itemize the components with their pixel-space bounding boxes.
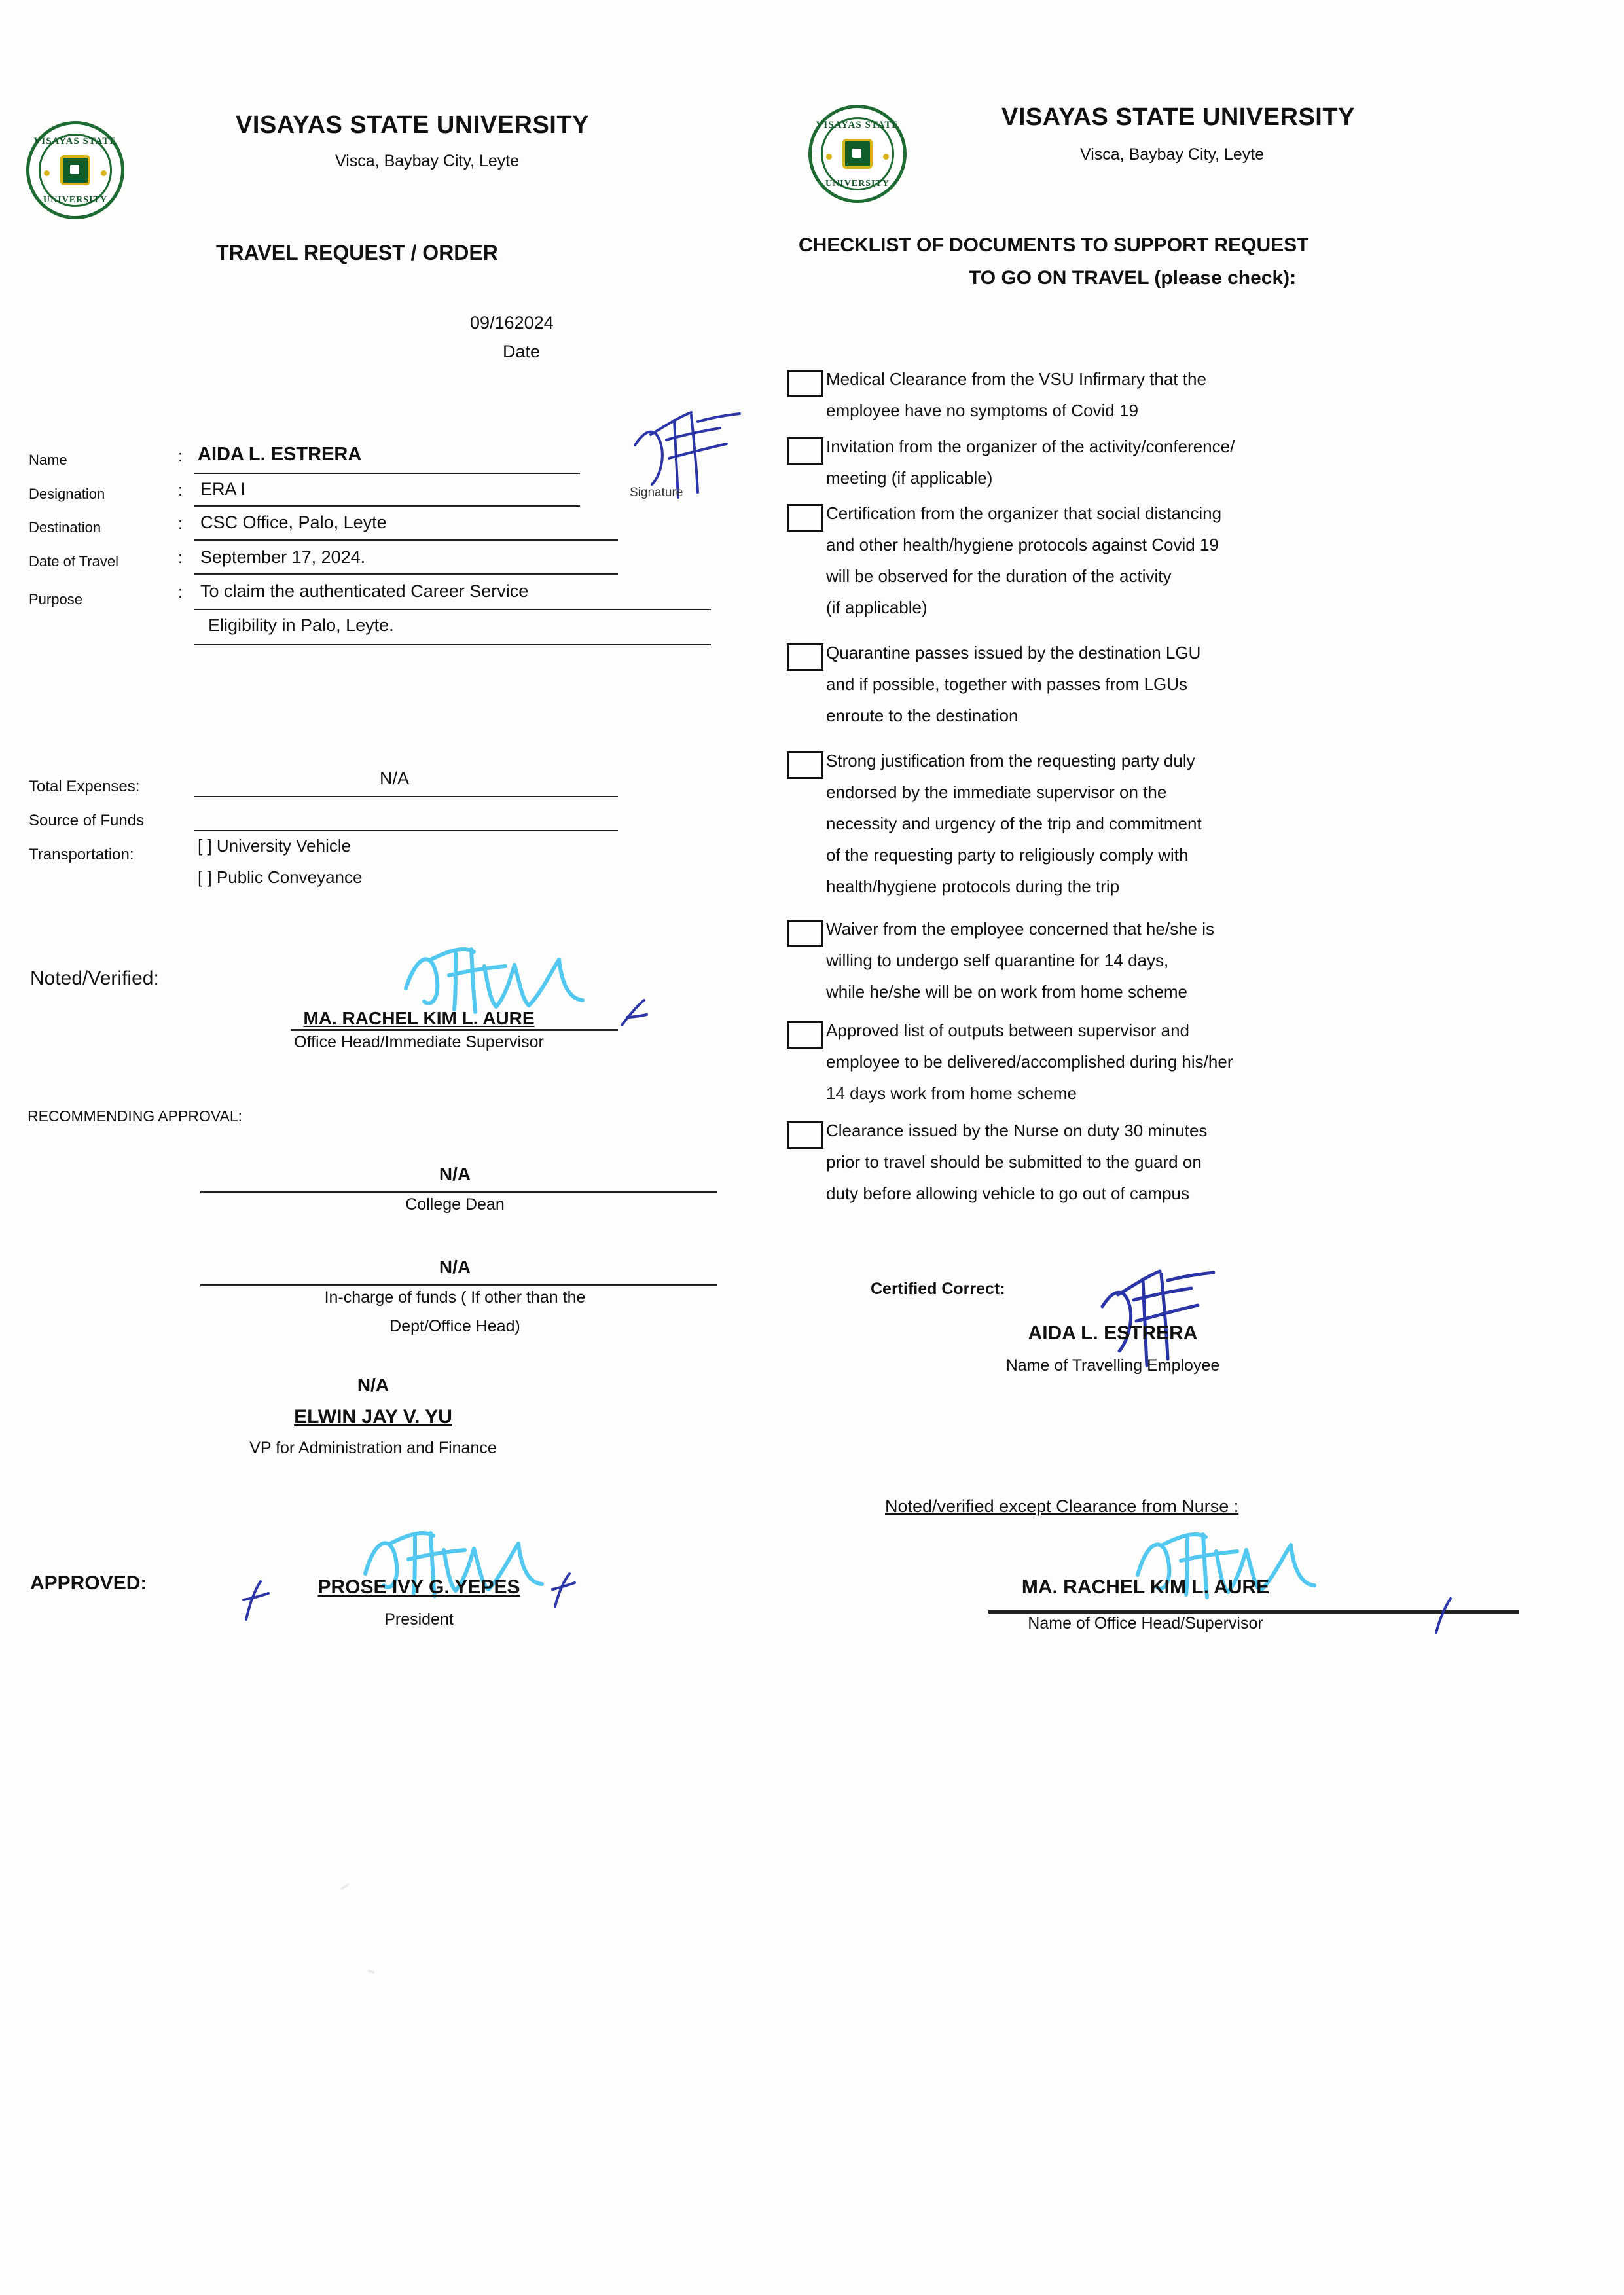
field-colon: : (178, 549, 183, 567)
travel-request-section (0, 0, 772, 2295)
seal-bottom-text: UNIVERSITY (43, 195, 107, 205)
checklist-item-6-line-1: Waiver from the employee concerned that he/she is (826, 919, 1214, 939)
checkbox-invitation[interactable] (787, 437, 823, 465)
president-name-text: PROSE IVY G. YEPES (317, 1576, 520, 1598)
field-value-name: AIDA L. ESTRERA (198, 444, 362, 465)
field-value-purpose-line2: Eligibility in Palo, Leyte. (208, 615, 394, 635)
noted-except-label: Noted/verified except Clearance from Nurse : (885, 1496, 1239, 1516)
checklist-item-4-line-3: enroute to the destination (826, 706, 1019, 725)
checklist-item-5-line-2: endorsed by the immediate supervisor on the (826, 782, 1167, 802)
field-label-destination: Destination (29, 519, 101, 535)
checklist-section (772, 0, 1624, 2295)
seal-dot (883, 154, 889, 160)
traveller-role (877, 1356, 1348, 1375)
checkbox-nurse-clearance[interactable] (787, 1121, 823, 1149)
approved-label: APPROVED: (30, 1572, 147, 1594)
checklist-item-5-line-1: Strong justification from the requesting party duly (826, 751, 1195, 770)
field-label-name: Name (29, 452, 67, 468)
checklist-item-3-line-1: Certification from the organizer that social distancing (826, 503, 1222, 523)
checklist-title-line2: TO GO ON TRAVEL (please check): (969, 267, 1297, 289)
checklist-item-8-line-2: prior to travel should be submitted to the guard on (826, 1152, 1202, 1172)
office-head-rule (988, 1610, 1519, 1614)
funds-value (196, 1257, 713, 1278)
certified-correct-label: Certified Correct: (871, 1280, 1005, 1298)
field-rule-name (194, 473, 580, 474)
funds-role-line1 (196, 1288, 713, 1307)
transport-option-public-conveyance[interactable]: [ ] Public Conveyance (198, 867, 363, 887)
vp-role (196, 1439, 550, 1458)
vp-na (196, 1375, 550, 1396)
field-label-designation: Designation (29, 486, 105, 502)
office-head-initial (1427, 1595, 1460, 1640)
checklist-item-2-line-2: meeting (if applicable) (826, 468, 993, 488)
funds-role-line2 (196, 1317, 713, 1336)
president-role-text: President (384, 1610, 454, 1629)
dean-role (196, 1195, 713, 1214)
checkbox-approved-outputs[interactable] (787, 1021, 823, 1049)
president-name (216, 1576, 622, 1599)
field-rule-purpose-2 (194, 644, 711, 645)
seal-emblem (842, 139, 873, 169)
seal-top-text: VISAYAS STATE (816, 120, 899, 130)
noted-verified-role (216, 1033, 622, 1052)
field-colon: : (178, 482, 183, 499)
seal-emblem (60, 155, 90, 185)
office-head-role-text: Name of Office Head/Supervisor (1028, 1614, 1263, 1633)
field-rule-purpose-1 (194, 609, 711, 610)
checklist-item-8-line-1: Clearance issued by the Nurse on duty 30 minutes (826, 1121, 1208, 1140)
transport-option-university-vehicle[interactable]: [ ] University Vehicle (198, 836, 352, 856)
checklist-item-4-line-2: and if possible, together with passes from LGUs (826, 674, 1188, 694)
university-name-right: VISAYAS STATE UNIVERSITY (1001, 103, 1355, 131)
seal-bottom-text: UNIVERSITY (825, 179, 890, 189)
checklist-item-4-line-1: Quarantine passes issued by the destination LGU (826, 643, 1201, 662)
field-value-purpose: To claim the authenticated Career Service (200, 581, 529, 601)
total-expenses-value: N/A (380, 768, 410, 788)
noted-verified-role-text: Office Head/Immediate Supervisor (294, 1033, 544, 1051)
checklist-item-1-line-1: Medical Clearance from the VSU Infirmary that the (826, 369, 1206, 389)
checklist-item-6-line-3: while he/she will be on work from home scheme (826, 982, 1188, 1002)
noted-verified-rule (291, 1029, 618, 1031)
noted-verified-label: Noted/Verified: (30, 967, 159, 989)
dean-role-text: College Dean (405, 1195, 505, 1214)
university-name-left: VISAYAS STATE UNIVERSITY (236, 111, 589, 139)
funds-role-line2-text: Dept/Office Head) (389, 1317, 520, 1335)
funds-value-text: N/A (439, 1257, 471, 1277)
traveller-name-text: AIDA L. ESTRERA (1028, 1322, 1198, 1344)
traveller-role-text: Name of Travelling Employee (1005, 1356, 1220, 1375)
checklist-item-5-line-4: of the requesting party to religiously comply with (826, 845, 1189, 865)
checklist-item-7-line-2: employee to be delivered/accomplished during his/her (826, 1052, 1233, 1072)
checklist-item-7-line-1: Approved list of outputs between supervisor and (826, 1021, 1190, 1040)
noted-verified-name (216, 1008, 622, 1029)
checklist-item-3-line-2: and other health/hygiene protocols against Covid 19 (826, 535, 1219, 554)
total-expenses-rule (194, 796, 618, 797)
source-funds-label: Source of Funds (29, 812, 145, 829)
field-label-date-travel: Date of Travel (29, 553, 118, 569)
checklist-item-5-line-3: necessity and urgency of the trip and commitment (826, 814, 1202, 833)
field-colon: : (178, 515, 183, 533)
recommending-approval-label: RECOMMENDING APPROVAL: (27, 1108, 243, 1125)
checkbox-medical-clearance[interactable] (787, 370, 823, 397)
checklist-item-5-line-5: health/hygiene protocols during the trip (826, 876, 1120, 896)
funds-role-line1-text: In-charge of funds ( If other than the (324, 1288, 586, 1307)
office-head-role (877, 1614, 1414, 1633)
form-title: TRAVEL REQUEST / ORDER (216, 241, 498, 264)
seal-dot (826, 154, 832, 160)
seal-top-text: VISAYAS STATE (33, 136, 117, 147)
vp-name (196, 1406, 550, 1428)
dean-rule (200, 1191, 717, 1193)
checklist-item-8-line-3: duty before allowing vehicle to go out of campus (826, 1184, 1190, 1203)
checkbox-certification[interactable] (787, 504, 823, 532)
field-rule-designation (194, 505, 580, 507)
seal-dot (101, 170, 107, 176)
date-label: Date (503, 342, 541, 361)
office-head-name-text: MA. RACHEL KIM L. AURE (1021, 1576, 1270, 1598)
field-value-destination: CSC Office, Palo, Leyte (200, 513, 387, 532)
checklist-item-1-line-2: employee have no symptoms of Covid 19 (826, 401, 1138, 420)
field-rule-destination (194, 539, 618, 541)
president-role (216, 1610, 622, 1629)
dean-value (196, 1164, 713, 1185)
signature-label: Signature (630, 486, 683, 499)
transportation-label: Transportation: (29, 846, 134, 863)
vp-name-text: ELWIN JAY V. YU (294, 1406, 452, 1428)
university-seal-left (26, 121, 124, 219)
funds-rule (200, 1284, 717, 1286)
dean-value-text: N/A (439, 1164, 471, 1184)
checkbox-strong-justification[interactable] (787, 751, 823, 779)
checklist-item-3-line-4: (if applicable) (826, 598, 928, 617)
seal-dot (44, 170, 50, 176)
field-value-designation: ERA I (200, 479, 246, 499)
date-value: 09/162024 (470, 313, 554, 333)
university-address-left: Visca, Baybay City, Leyte (335, 152, 520, 170)
university-seal-right (808, 105, 907, 203)
field-colon: : (178, 584, 183, 602)
source-funds-rule (194, 830, 618, 831)
traveller-name (877, 1322, 1348, 1345)
checkbox-quarantine-passes[interactable] (787, 643, 823, 671)
noted-verified-name-text: MA. RACHEL KIM L. AURE (303, 1008, 535, 1028)
office-head-name (877, 1576, 1414, 1599)
checklist-item-3-line-3: will be observed for the duration of the activity (826, 566, 1172, 586)
field-colon: : (178, 448, 183, 465)
checklist-title-line1: CHECKLIST OF DOCUMENTS TO SUPPORT REQUEST (799, 234, 1309, 256)
checklist-item-7-line-3: 14 days work from home scheme (826, 1083, 1077, 1103)
field-label-purpose: Purpose (29, 591, 82, 607)
checklist-item-2-line-1: Invitation from the organizer of the activity/conference/ (826, 437, 1235, 456)
vp-role-text: VP for Administration and Finance (249, 1439, 497, 1457)
vp-na-text: N/A (357, 1375, 389, 1395)
total-expenses-label: Total Expenses: (29, 778, 140, 795)
field-value-date-travel: September 17, 2024. (200, 547, 366, 567)
university-address-right: Visca, Baybay City, Leyte (1080, 145, 1265, 164)
field-rule-date-travel (194, 573, 618, 575)
checklist-item-6-line-2: willing to undergo self quarantine for 14 days, (826, 950, 1169, 970)
checkbox-waiver[interactable] (787, 920, 823, 947)
